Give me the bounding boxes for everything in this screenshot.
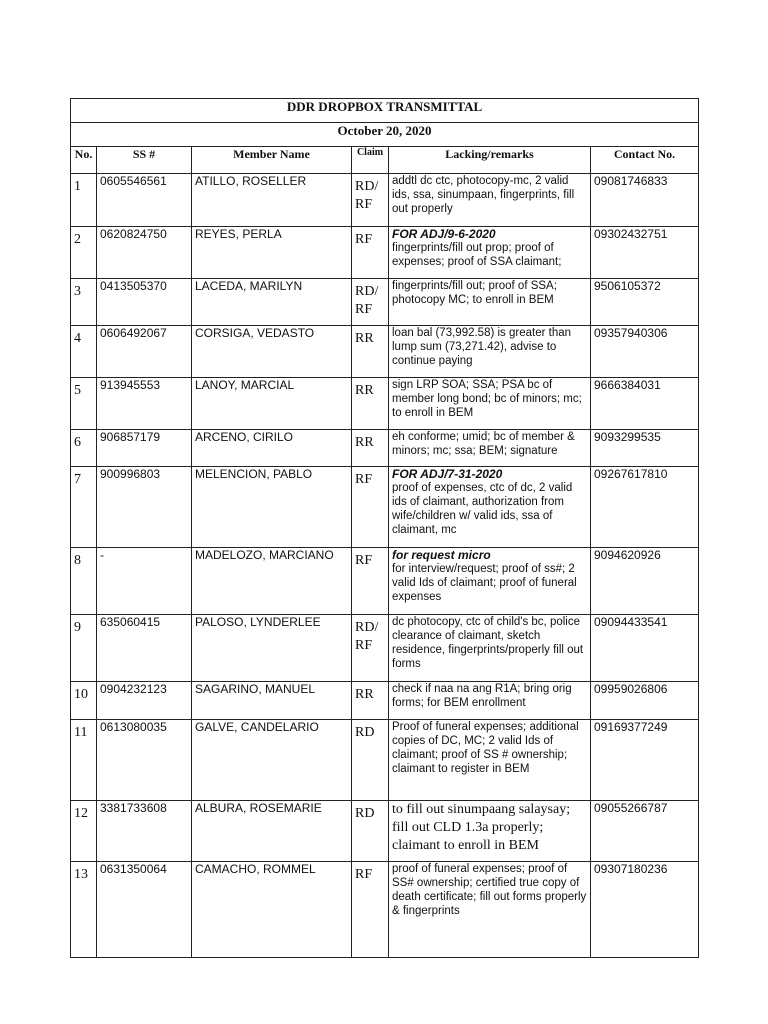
row-no: 13 (71, 862, 97, 958)
table-row (71, 227, 699, 279)
row-no: 4 (71, 326, 97, 378)
row-member: PALOSO, LYNDERLEE (192, 615, 352, 682)
row-member: LANOY, MARCIAL (192, 378, 352, 430)
table-row (71, 174, 699, 227)
row-claim: RF (352, 227, 389, 279)
col-header-member: Member Name (192, 147, 352, 174)
row-claim: RD/ RF (352, 174, 389, 227)
row-member: ATILLO, ROSELLER (192, 174, 352, 227)
row-remarks (389, 862, 591, 958)
remarks-text: loan bal (73,992.58) is greater than lump sum (73,271.42), advise to continue paying (392, 327, 572, 367)
remarks-text: eh conforme; umid; bc of member & minors; mc; ssa; BEM; signature (392, 431, 575, 457)
remarks-text: fingerprints/fill out; proof of SSA; photocopy MC; to enroll in BEM (392, 280, 557, 306)
row-claim: RD (352, 720, 389, 801)
row-remarks (389, 720, 591, 801)
row-ss: - (97, 548, 192, 615)
remarks-text: dc photocopy, ctc of child's bc, police clearance of claimant, sketch residence, fingerprints/properly fill out forms (392, 616, 584, 670)
row-contact: 09081746833 (591, 174, 699, 227)
remarks-lead: FOR ADJ/7-31-2020 (392, 467, 503, 481)
row-ss: 900996803 (97, 467, 192, 548)
table-row (71, 467, 699, 548)
remarks-text: to fill out sinumpaang salaysay; fill out CLD 1.3a properly; claimant to enroll in BEM (392, 802, 571, 853)
transmittal-table (70, 98, 699, 958)
table-row (71, 862, 699, 958)
document-date: October 20, 2020 (71, 123, 699, 147)
row-contact: 09169377249 (591, 720, 699, 801)
row-ss: 3381733608 (97, 801, 192, 862)
row-contact: 09267617810 (591, 467, 699, 548)
row-no: 10 (71, 682, 97, 720)
row-ss: 0606492067 (97, 326, 192, 378)
row-remarks (389, 279, 591, 326)
row-remarks (389, 615, 591, 682)
table-row (71, 682, 699, 720)
remarks-text: proof of expenses, ctc of dc, 2 valid ids of claimant, authorization from wife/children w/ valid ids, ssa of claimant, mc (392, 482, 573, 536)
row-claim: RR (352, 326, 389, 378)
row-member: SAGARINO, MANUEL (192, 682, 352, 720)
document-title: DDR DROPBOX TRANSMITTAL (71, 99, 699, 123)
row-claim: RF (352, 862, 389, 958)
remarks-text: fingerprints/fill out prop; proof of expenses; proof of SSA claimant; (392, 242, 562, 268)
table-row (71, 430, 699, 467)
col-header-contact: Contact No. (591, 147, 699, 174)
remarks-text: Proof of funeral expenses; additional copies of DC, MC; 2 valid Ids of claimant; proof of SS # ownership; claimant to register in BEM (392, 721, 579, 775)
row-no: 2 (71, 227, 97, 279)
row-claim: RD (352, 801, 389, 862)
table-row (71, 279, 699, 326)
row-remarks (389, 801, 591, 862)
row-contact: 09302432751 (591, 227, 699, 279)
row-member: REYES, PERLA (192, 227, 352, 279)
row-no: 12 (71, 801, 97, 862)
row-contact: 9666384031 (591, 378, 699, 430)
remarks-lead: for request micro (392, 548, 491, 562)
remarks-text: sign LRP SOA; SSA; PSA bc of member long bond; bc of minors; mc; to enroll in BEM (392, 379, 582, 419)
row-claim: RR (352, 378, 389, 430)
row-remarks (389, 326, 591, 378)
row-claim: RD/ RF (352, 279, 389, 326)
col-header-remarks: Lacking/remarks (389, 147, 591, 174)
row-member: ARCENO, CIRILO (192, 430, 352, 467)
row-claim: RF (352, 548, 389, 615)
row-member: LACEDA, MARILYN (192, 279, 352, 326)
col-header-ss: SS # (97, 147, 192, 174)
row-remarks (389, 174, 591, 227)
row-ss: 0613080035 (97, 720, 192, 801)
row-no: 6 (71, 430, 97, 467)
row-contact: 9094620926 (591, 548, 699, 615)
row-no: 1 (71, 174, 97, 227)
row-member: CAMACHO, ROMMEL (192, 862, 352, 958)
row-contact: 9506105372 (591, 279, 699, 326)
table-row (71, 801, 699, 862)
table-row (71, 326, 699, 378)
remarks-text: for interview/request; proof of ss#; 2 valid Ids of claimant; proof of funeral expenses (392, 563, 577, 603)
row-remarks (389, 467, 591, 548)
row-contact: 09959026806 (591, 682, 699, 720)
row-no: 5 (71, 378, 97, 430)
table-row (71, 615, 699, 682)
row-ss: 0620824750 (97, 227, 192, 279)
row-claim: RR (352, 430, 389, 467)
row-member: CORSIGA, VEDASTO (192, 326, 352, 378)
remarks-text: proof of funeral expenses; proof of SS# ownership; certified true copy of death certificate; fill out forms properly & fingerprints (392, 863, 587, 917)
header-row (71, 147, 699, 174)
row-remarks (389, 430, 591, 467)
row-member: MELENCION, PABLO (192, 467, 352, 548)
row-contact: 9093299535 (591, 430, 699, 467)
row-no: 3 (71, 279, 97, 326)
row-no: 7 (71, 467, 97, 548)
row-claim: RF (352, 467, 389, 548)
row-contact: 09307180236 (591, 862, 699, 958)
remarks-lead: FOR ADJ/9-6-2020 (392, 227, 496, 241)
row-claim: RR (352, 682, 389, 720)
col-header-claim: Claim (352, 147, 389, 174)
row-ss: 913945553 (97, 378, 192, 430)
row-ss: 0413505370 (97, 279, 192, 326)
row-ss: 0605546561 (97, 174, 192, 227)
table-row (71, 548, 699, 615)
row-remarks (389, 548, 591, 615)
row-ss: 906857179 (97, 430, 192, 467)
row-contact: 09094433541 (591, 615, 699, 682)
row-contact: 09357940306 (591, 326, 699, 378)
remarks-text: addtl dc ctc, photocopy-mc, 2 valid ids, ssa, sinumpaan, fingerprints, fill out properly (392, 175, 575, 215)
table-row (71, 720, 699, 801)
row-contact: 09055266787 (591, 801, 699, 862)
table-row (71, 378, 699, 430)
col-header-no: No. (71, 147, 97, 174)
row-ss: 0631350064 (97, 862, 192, 958)
remarks-text: check if naa na ang R1A; bring orig forms; for BEM enrollment (392, 683, 572, 709)
row-ss: 0904232123 (97, 682, 192, 720)
row-no: 11 (71, 720, 97, 801)
row-member: MADELOZO, MARCIANO (192, 548, 352, 615)
row-remarks (389, 227, 591, 279)
row-no: 9 (71, 615, 97, 682)
row-ss: 635060415 (97, 615, 192, 682)
row-member: GALVE, CANDELARIO (192, 720, 352, 801)
row-claim: RD/ RF (352, 615, 389, 682)
row-no: 8 (71, 548, 97, 615)
row-remarks (389, 682, 591, 720)
row-remarks (389, 378, 591, 430)
row-member: ALBURA, ROSEMARIE (192, 801, 352, 862)
